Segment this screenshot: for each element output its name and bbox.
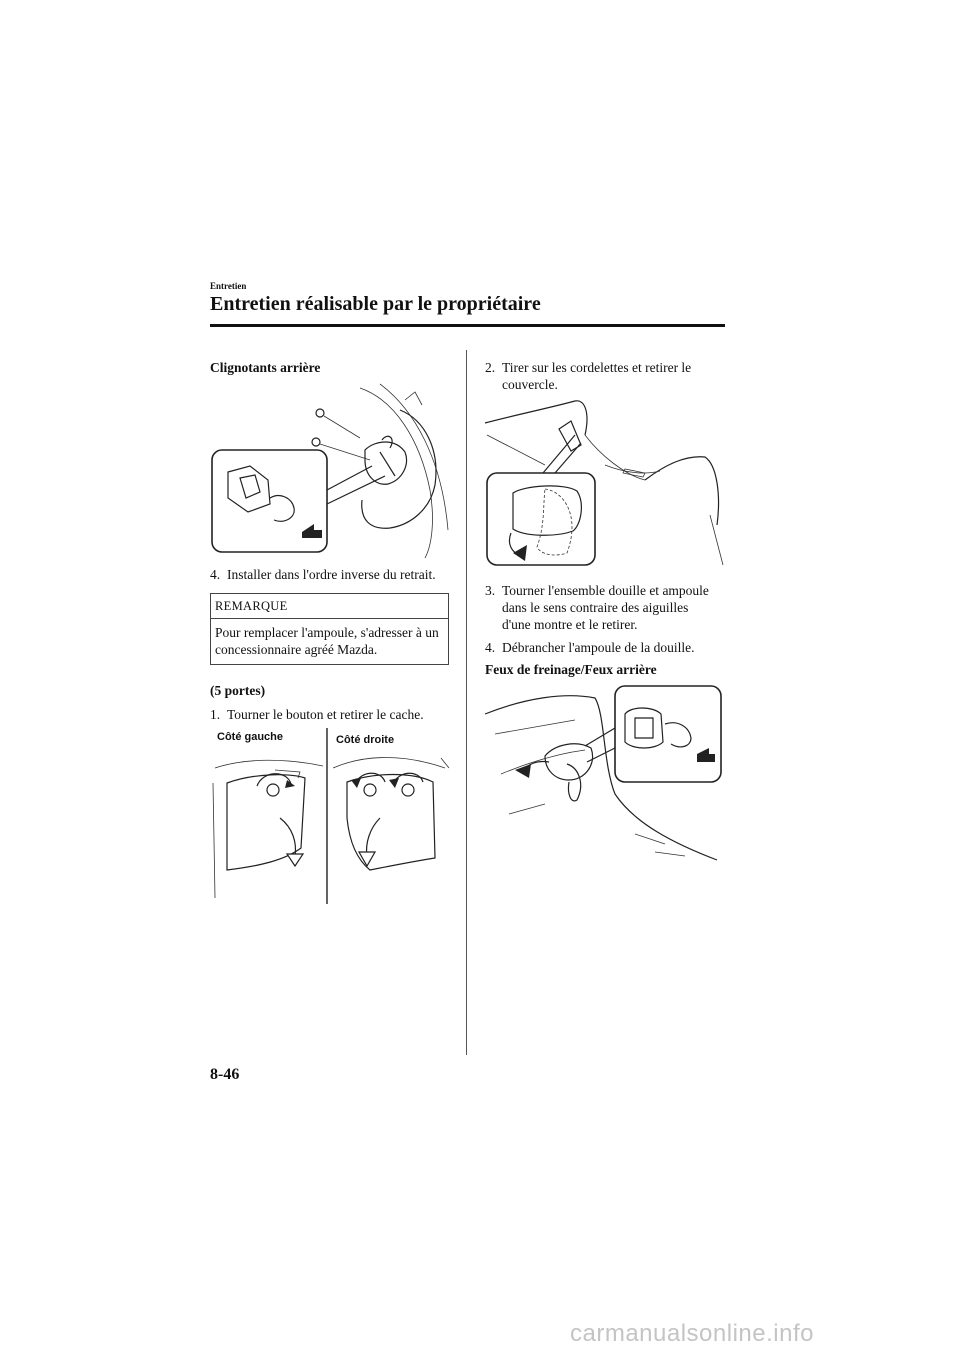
heading-rear-signals: Clignotants arrière [210,360,321,375]
step-number: 1. [210,707,221,722]
section-label: Entretien [210,281,247,291]
page-number: 8-46 [210,1066,240,1083]
cover-removal-figure [205,728,455,908]
right-step-2 [485,359,720,393]
step-number: 3. [485,583,496,598]
step-text: Installer dans l'ordre inverse du retrait. [227,567,436,582]
watermark: carmanualsonline.info [570,1320,814,1347]
step-text: Tirer sur les cordelettes et retirer le couvercle. [502,360,692,392]
step-text: Tourner l'ensemble douille et ampoule dans le sens contraire des aiguilles d'une montre et le retirer. [502,583,709,632]
title-rule [210,324,725,327]
note-title: REMARQUE [211,594,448,619]
right-step-4 [485,639,720,656]
column-divider [466,350,467,1055]
fig-label-right-side: Côté droite [336,734,395,746]
subheading-5-doors: (5 portes) [210,683,266,698]
heading-brake-lights: Feux de freinage/Feux arrière [485,662,657,677]
cover-pull-figure [485,395,725,570]
right-step-3 [485,582,720,633]
note-box [210,593,449,665]
step-number: 4. [485,640,496,655]
left-step-4 [210,566,460,583]
page-title: Entretien réalisable par le propriétaire [210,293,541,315]
brake-light-figure [485,684,725,864]
note-body: Pour remplacer l'ampoule, s'adresser à un concessionnaire agréé Mazda. [215,625,439,657]
fig-label-left-side: Côté gauche [217,731,284,743]
step-number: 4. [210,567,221,582]
step-text: Tourner le bouton et retirer le cache. [227,707,424,722]
rear-signal-figure [210,380,455,560]
left-step-1 [210,706,460,723]
step-text: Débrancher l'ampoule de la douille. [502,640,695,655]
step-number: 2. [485,360,496,375]
